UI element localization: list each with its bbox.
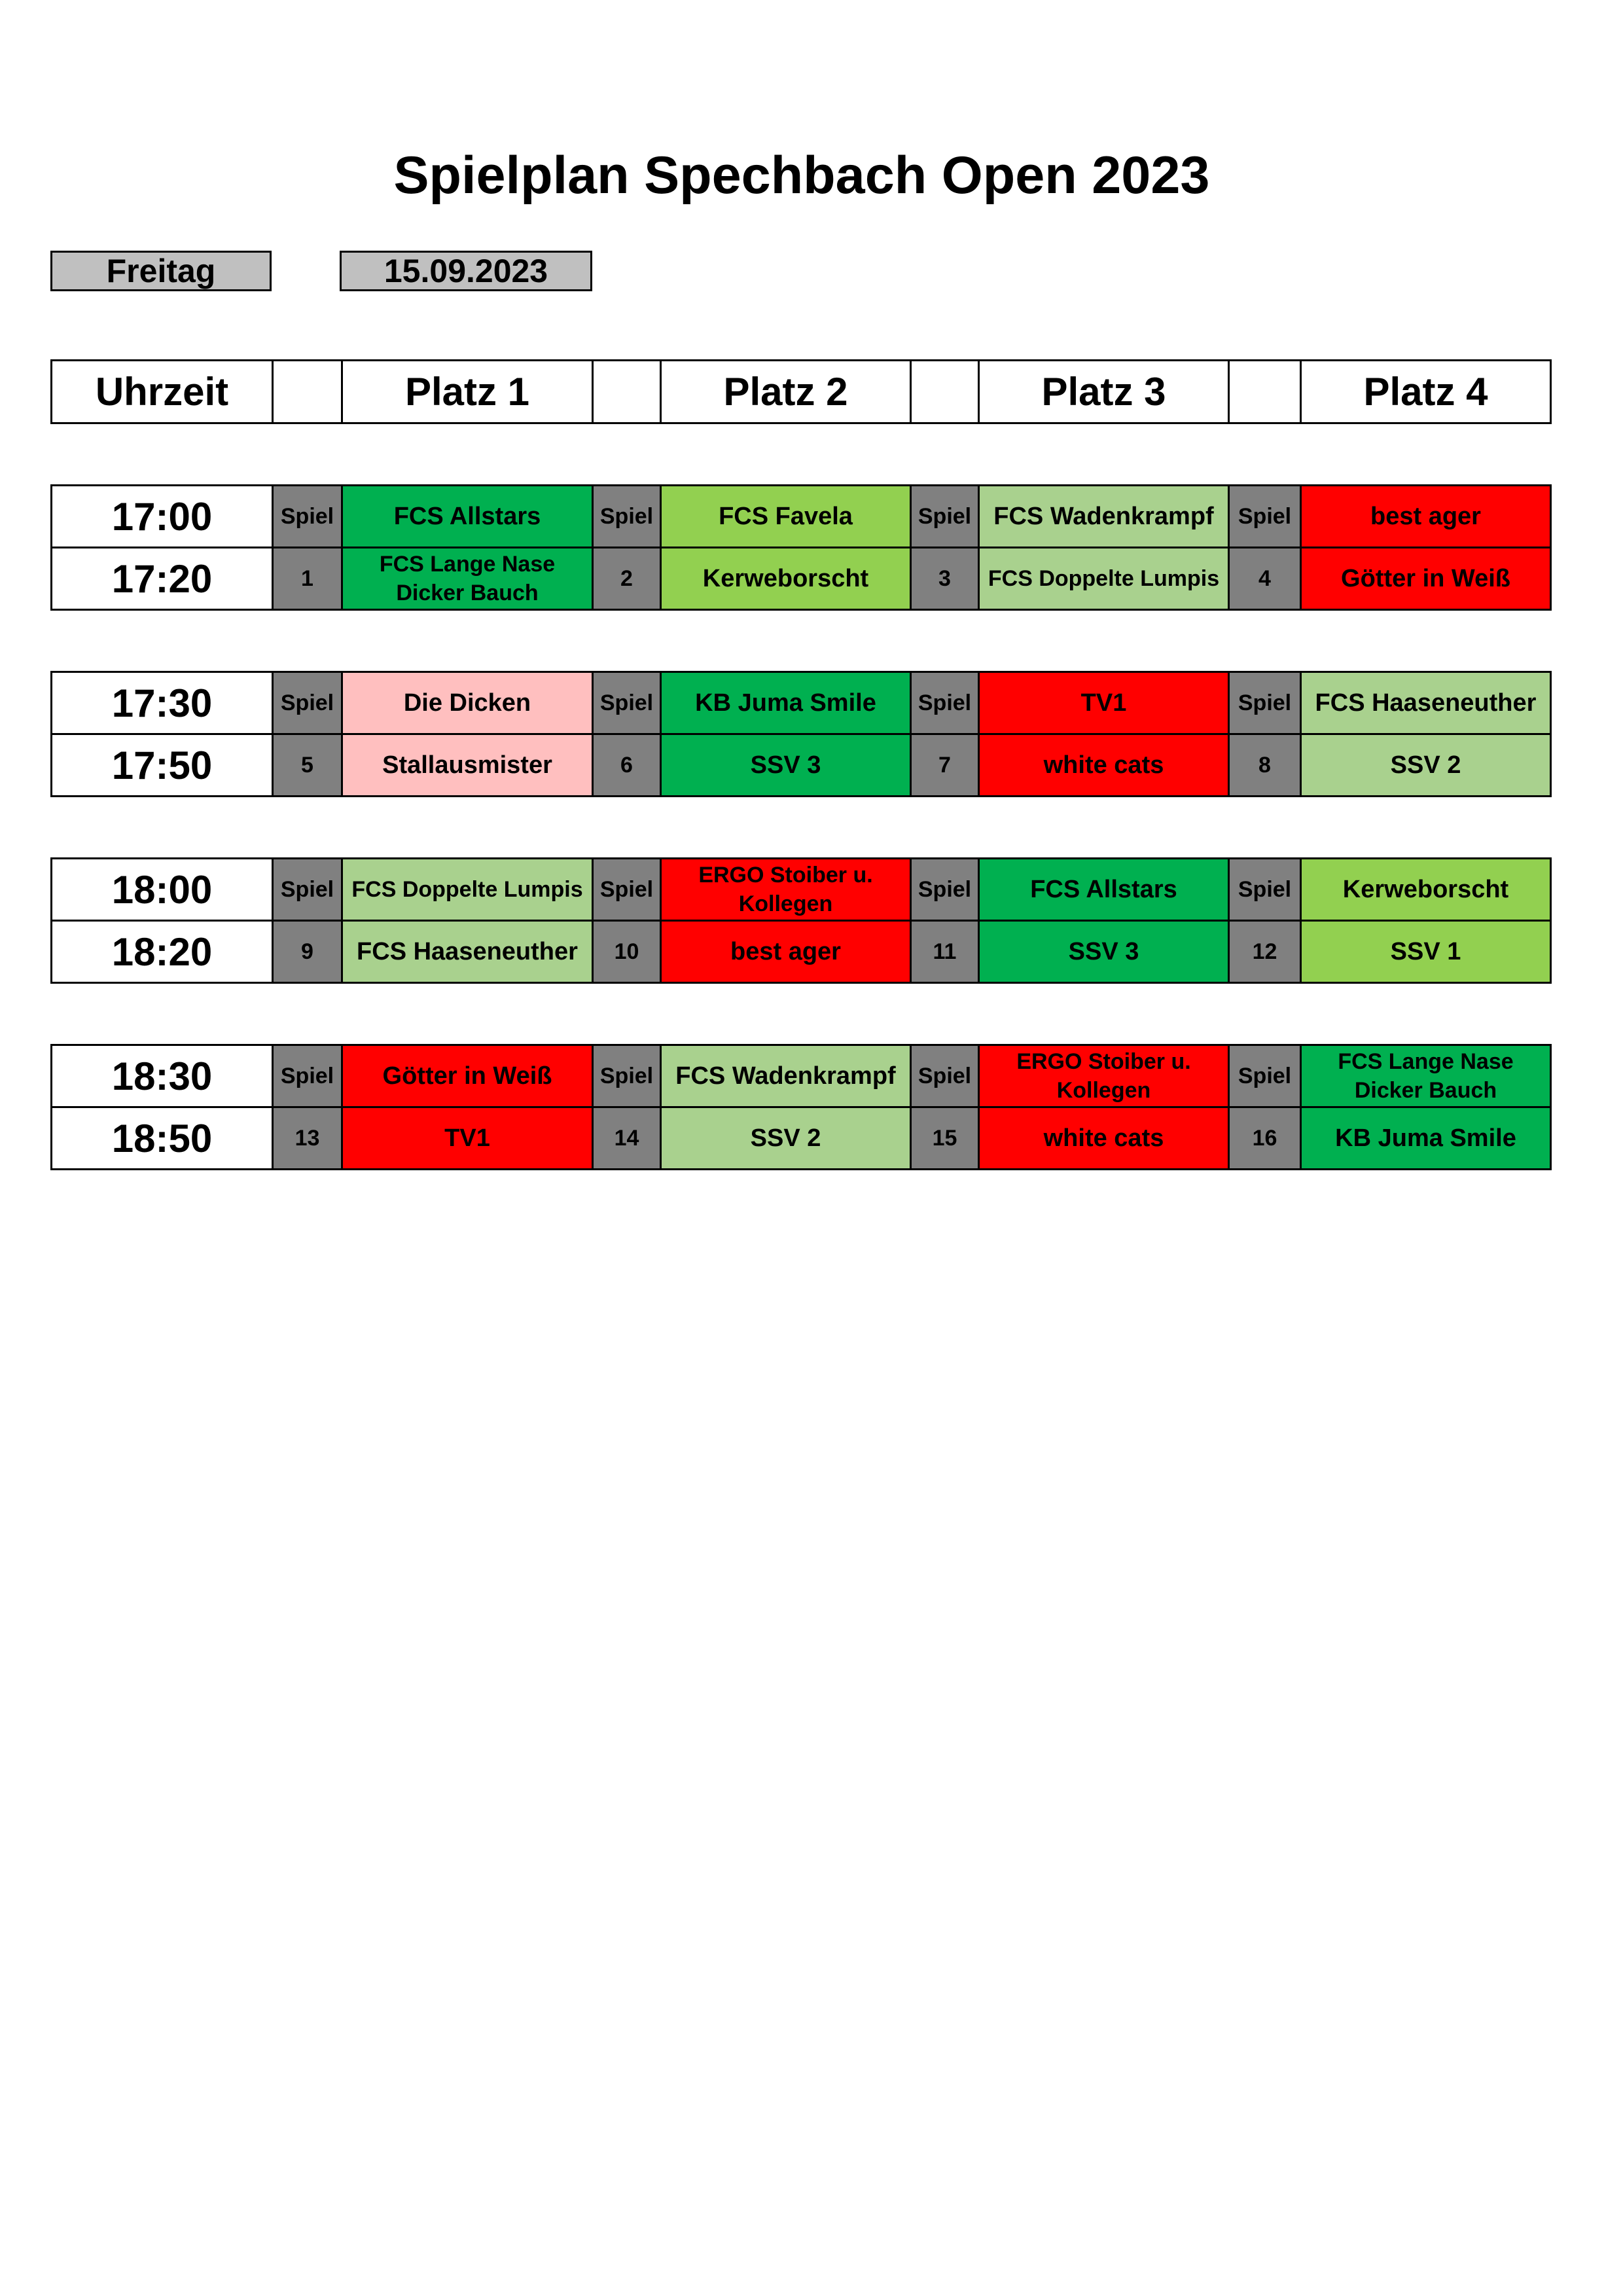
- away-team: KB Juma Smile: [1301, 1107, 1551, 1170]
- spiel-label: Spiel: [911, 859, 979, 921]
- table-row: [52, 486, 1551, 548]
- away-team: TV1: [342, 1107, 593, 1170]
- schedule-block: [50, 484, 1552, 611]
- game-number: 4: [1229, 548, 1301, 610]
- spiel-label: Spiel: [593, 672, 661, 734]
- away-team: Stallausmister: [342, 734, 593, 797]
- away-team: white cats: [979, 1107, 1229, 1170]
- home-team: Kerweborscht: [1301, 859, 1551, 921]
- game-number: 15: [911, 1107, 979, 1170]
- table-row: [52, 1045, 1551, 1107]
- schedule-block: [50, 857, 1552, 984]
- spiel-label: Spiel: [1229, 672, 1301, 734]
- home-team: ERGO Stoiber u. Kollegen: [979, 1045, 1229, 1107]
- spiel-label: Spiel: [911, 486, 979, 548]
- time-cell: 18:30: [52, 1045, 273, 1107]
- game-number: 3: [911, 548, 979, 610]
- game-number: 5: [273, 734, 342, 797]
- home-team: FCS Lange Nase Dicker Bauch: [1301, 1045, 1551, 1107]
- table-row: [52, 1107, 1551, 1170]
- time-cell: 18:00: [52, 859, 273, 921]
- game-number: 13: [273, 1107, 342, 1170]
- away-team: SSV 3: [979, 921, 1229, 983]
- game-number: 2: [593, 548, 661, 610]
- table-row: [52, 548, 1551, 610]
- platz-4-header: Platz 4: [1301, 361, 1551, 423]
- home-team: best ager: [1301, 486, 1551, 548]
- header-spacer: [1229, 361, 1301, 423]
- game-number: 12: [1229, 921, 1301, 983]
- spiel-label: Spiel: [593, 1045, 661, 1107]
- home-team: TV1: [979, 672, 1229, 734]
- spiel-label: Spiel: [1229, 1045, 1301, 1107]
- spiel-label: Spiel: [1229, 486, 1301, 548]
- spiel-label: Spiel: [273, 486, 342, 548]
- home-team: FCS Doppelte Lumpis: [342, 859, 593, 921]
- spiel-label: Spiel: [911, 1045, 979, 1107]
- away-team: Götter in Weiß: [1301, 548, 1551, 610]
- time-cell: 17:30: [52, 672, 273, 734]
- spiel-label: Spiel: [273, 859, 342, 921]
- home-team: ERGO Stoiber u. Kollegen: [661, 859, 911, 921]
- home-team: Götter in Weiß: [342, 1045, 593, 1107]
- away-team: FCS Haaseneuther: [342, 921, 593, 983]
- platz-3-header: Platz 3: [979, 361, 1229, 423]
- game-number: 8: [1229, 734, 1301, 797]
- header-spacer: [273, 361, 342, 423]
- away-team: Kerweborscht: [661, 548, 911, 610]
- schedule-block: [50, 1044, 1552, 1170]
- time-cell: 18:50: [52, 1107, 273, 1170]
- home-team: KB Juma Smile: [661, 672, 911, 734]
- away-team: FCS Doppelte Lumpis: [979, 548, 1229, 610]
- table-row: [52, 859, 1551, 921]
- table-row: [52, 734, 1551, 797]
- time-cell: 17:50: [52, 734, 273, 797]
- game-number: 7: [911, 734, 979, 797]
- away-team: white cats: [979, 734, 1229, 797]
- spiel-label: Spiel: [273, 1045, 342, 1107]
- home-team: FCS Allstars: [342, 486, 593, 548]
- game-number: 1: [273, 548, 342, 610]
- header-table: [50, 359, 1552, 424]
- away-team: SSV 3: [661, 734, 911, 797]
- header-spacer: [911, 361, 979, 423]
- spiel-label: Spiel: [911, 672, 979, 734]
- spiel-label: Spiel: [593, 859, 661, 921]
- home-team: Die Dicken: [342, 672, 593, 734]
- game-number: 11: [911, 921, 979, 983]
- header-spacer: [593, 361, 661, 423]
- away-team: SSV 1: [1301, 921, 1551, 983]
- home-team: FCS Wadenkrampf: [979, 486, 1229, 548]
- spiel-label: Spiel: [593, 486, 661, 548]
- home-team: FCS Allstars: [979, 859, 1229, 921]
- platz-1-header: Platz 1: [342, 361, 593, 423]
- time-cell: 17:00: [52, 486, 273, 548]
- away-team: SSV 2: [1301, 734, 1551, 797]
- home-team: FCS Favela: [661, 486, 911, 548]
- schedule-block: [50, 671, 1552, 797]
- page-title: Spielplan Spechbach Open 2023: [393, 146, 1210, 205]
- away-team: SSV 2: [661, 1107, 911, 1170]
- away-team: best ager: [661, 921, 911, 983]
- table-row: [52, 672, 1551, 734]
- game-number: 14: [593, 1107, 661, 1170]
- time-cell: 17:20: [52, 548, 273, 610]
- home-team: FCS Wadenkrampf: [661, 1045, 911, 1107]
- game-number: 16: [1229, 1107, 1301, 1170]
- game-number: 10: [593, 921, 661, 983]
- date-box: 15.09.2023: [340, 251, 592, 291]
- day-box: Freitag: [50, 251, 272, 291]
- home-team: FCS Haaseneuther: [1301, 672, 1551, 734]
- game-number: 9: [273, 921, 342, 983]
- spiel-label: Spiel: [1229, 859, 1301, 921]
- uhrzeit-header: Uhrzeit: [52, 361, 273, 423]
- table-row: [52, 921, 1551, 983]
- game-number: 6: [593, 734, 661, 797]
- platz-2-header: Platz 2: [661, 361, 911, 423]
- away-team: FCS Lange Nase Dicker Bauch: [342, 548, 593, 610]
- spiel-label: Spiel: [273, 672, 342, 734]
- time-cell: 18:20: [52, 921, 273, 983]
